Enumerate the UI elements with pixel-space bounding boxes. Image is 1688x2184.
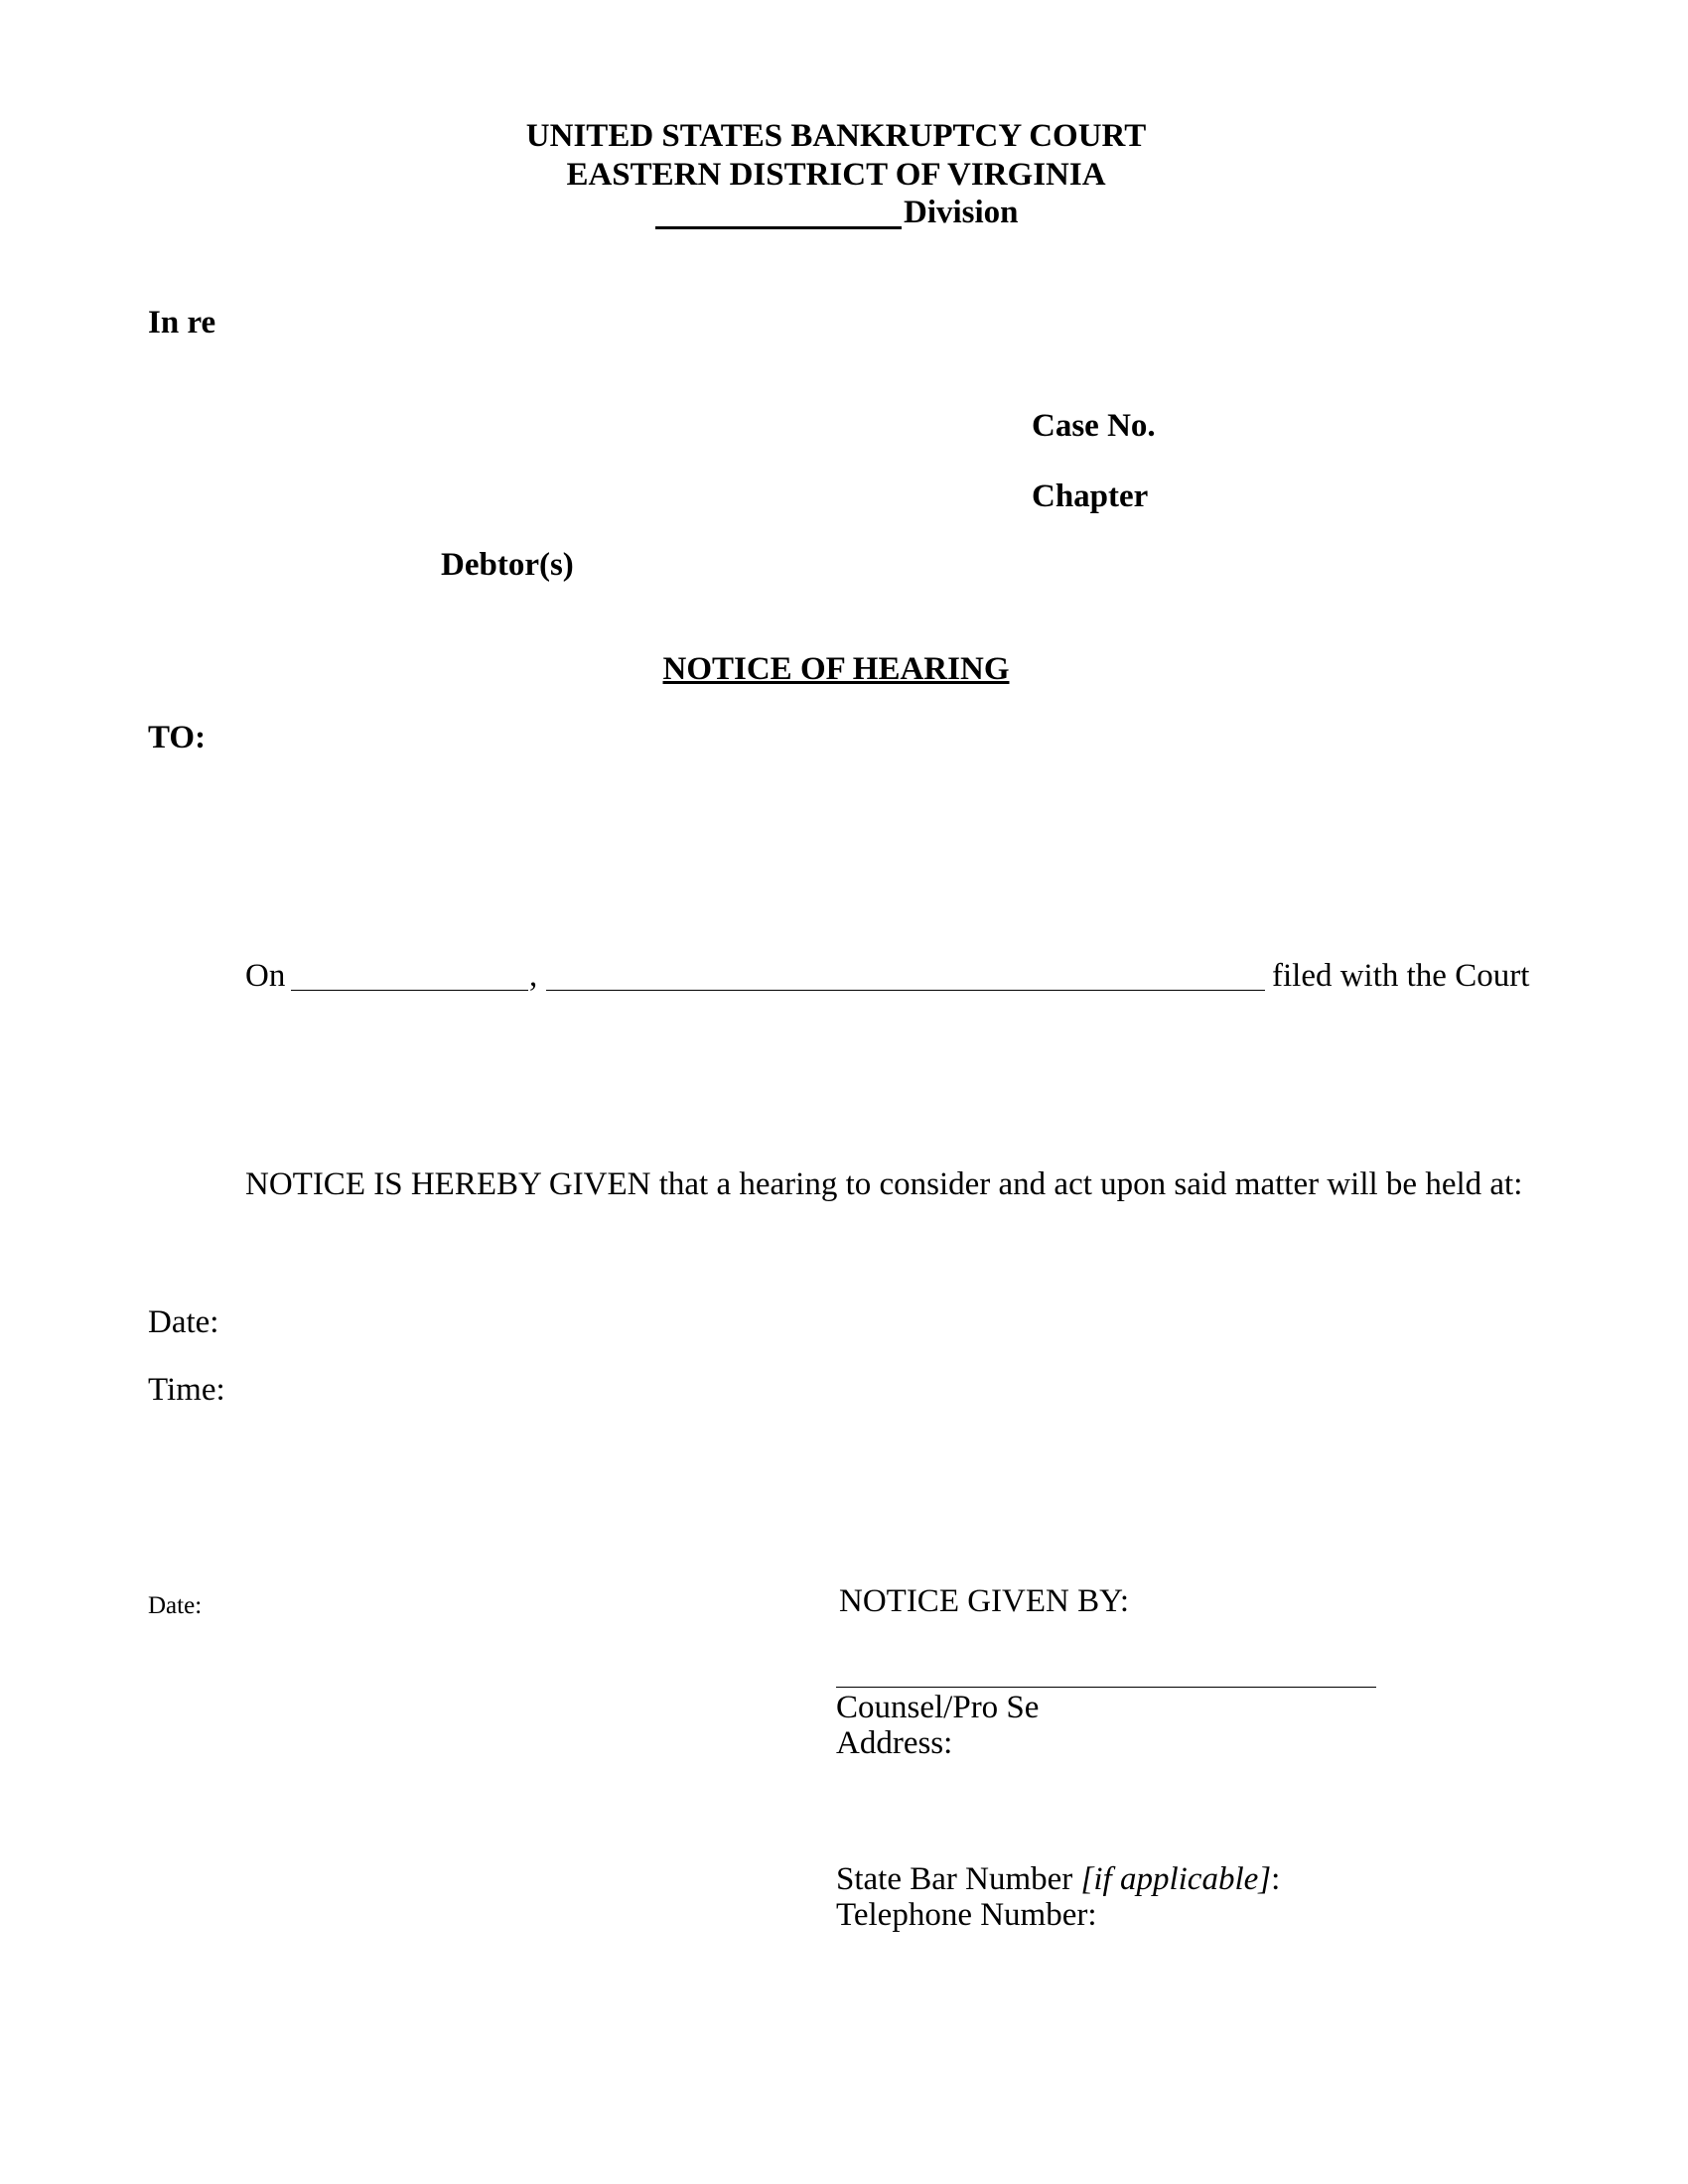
- filing-date-blank[interactable]: [291, 990, 528, 991]
- comma: ,: [529, 958, 538, 994]
- hearing-date-label: Date:: [148, 1304, 219, 1340]
- division-label: Division: [904, 195, 1019, 230]
- signature-line[interactable]: [836, 1687, 1376, 1688]
- signature-date-label: Date:: [148, 1592, 203, 1619]
- chapter-label: Chapter: [1032, 478, 1149, 514]
- district-name: EASTERN DISTRICT OF VIRGINIA: [566, 157, 1106, 193]
- state-bar-text: State Bar Number: [836, 1861, 1073, 1897]
- in-re-label: In re: [148, 305, 216, 341]
- state-bar-colon: :: [1271, 1861, 1281, 1897]
- notice-given-by-label: NOTICE GIVEN BY:: [839, 1583, 1130, 1619]
- document-title: NOTICE OF HEARING: [662, 651, 1010, 687]
- state-bar-note: [if applicable]: [1080, 1861, 1272, 1897]
- court-name: UNITED STATES BANKRUPTCY COURT: [525, 118, 1147, 154]
- counsel-label: Counsel/Pro Se: [836, 1690, 1040, 1725]
- telephone-label: Telephone Number:: [836, 1897, 1097, 1933]
- division-blank[interactable]: [655, 226, 902, 229]
- filing-party-blank[interactable]: [546, 990, 1265, 991]
- debtors-label: Debtor(s): [441, 547, 574, 583]
- filed-with-court-text: filed with the Court: [1272, 958, 1530, 994]
- hearing-time-label: Time:: [148, 1372, 225, 1408]
- state-bar-label: [836, 1861, 1280, 1897]
- on-label: On: [245, 958, 286, 994]
- to-label: TO:: [148, 720, 207, 755]
- address-label: Address:: [836, 1725, 953, 1761]
- notice-text: NOTICE IS HEREBY GIVEN that a hearing to consider and act upon said matter will be held at:: [245, 1166, 1523, 1202]
- case-no-label: Case No.: [1032, 408, 1156, 444]
